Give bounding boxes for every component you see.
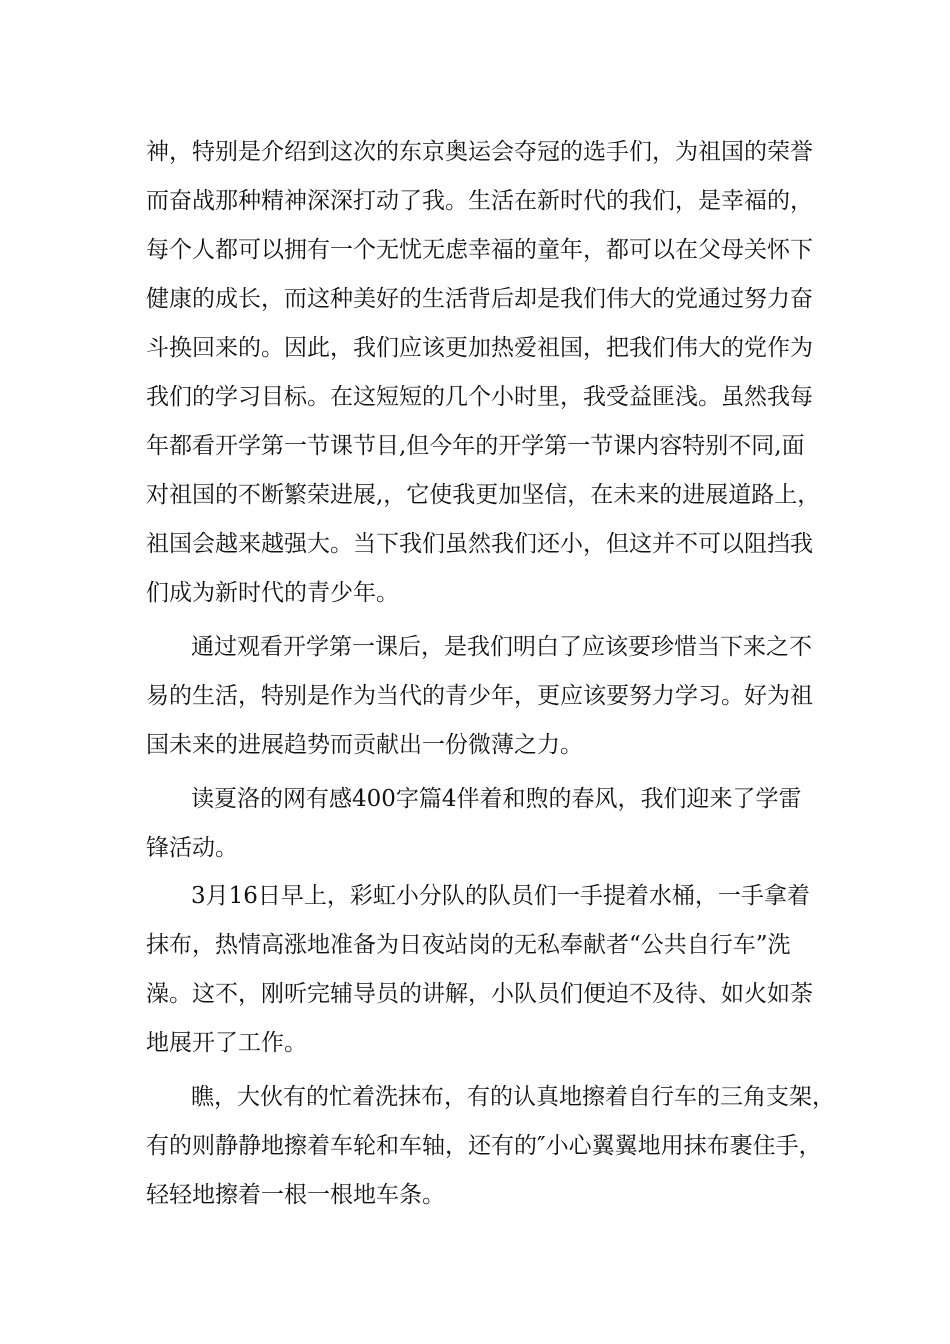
text-line-13: 国未来的进展趋势而贡献出一份微薄之力。 [146,732,583,758]
text-line-10: 们成为新时代的青少年。 [146,580,399,606]
text-line-14: 读夏洛的网有感400字篇4伴着和煦的春风，我们迎来了学雷 [191,786,802,812]
text-line-2: 而奋战那种精神深深打动了我。生活在新时代的我们，是幸福的， [146,188,813,214]
text-line-5: 斗换回来的。因此，我们应该更加热爱祖国，把我们伟大的党作为 [146,335,813,361]
text-line-16: 3月16日早上，彩虹小分队的队员们一手提着水桶，一手拿着 [191,883,810,909]
text-line-21: 有的则静静地擦着车轮和车轴，还有的″小心翼翼地用抹布裹住手， [146,1133,822,1159]
text-line-9: 祖国会越来越强大。当下我们虽然我们还小，但这并不可以阻挡我 [146,531,813,557]
text-line-1: 神，特别是介绍到这次的东京奥运会夺冠的选手们，为祖国的荣誉 [146,139,813,165]
text-line-6: 我们的学习目标。在这短短的几个小时里，我受益匪浅。虽然我每 [146,384,813,410]
text-line-19: 地展开了工作。 [146,1030,307,1056]
text-line-17: 抹布，热情高涨地准备为日夜站岗的无私奉献者“公共自行车”洗 [146,932,791,958]
text-line-7: 年都看开学第一节课节目,但今年的开学第一节课内容特别不同,面 [146,433,805,459]
text-line-18: 澡。这不，刚听完辅导员的讲解，小队员们便迫不及待、如火如荼 [146,981,813,1007]
text-line-22: 轻轻地擦着一根一根地车条。 [146,1182,445,1208]
text-line-4: 健康的成长，而这种美好的生活背后却是我们伟大的党通过努力奋 [146,286,813,312]
text-line-12: 易的生活，特别是作为当代的青少年，更应该要努力学习。好为祖 [146,683,813,709]
text-line-8: 对祖国的不断繁荣进展,，它使我更加坚信，在未来的进展道路上， [146,482,821,508]
text-line-20: 瞧，大伙有的忙着洗抹布，有的认真地擦着自行车的三角支架， [191,1084,835,1110]
text-line-11: 通过观看开学第一课后，是我们明白了应该要珍惜当下来之不 [191,634,812,660]
text-line-3: 每个人都可以拥有一个无忧无虑幸福的童年，都可以在父母关怀下 [146,237,813,263]
text-line-15: 锋活动。 [146,835,238,861]
